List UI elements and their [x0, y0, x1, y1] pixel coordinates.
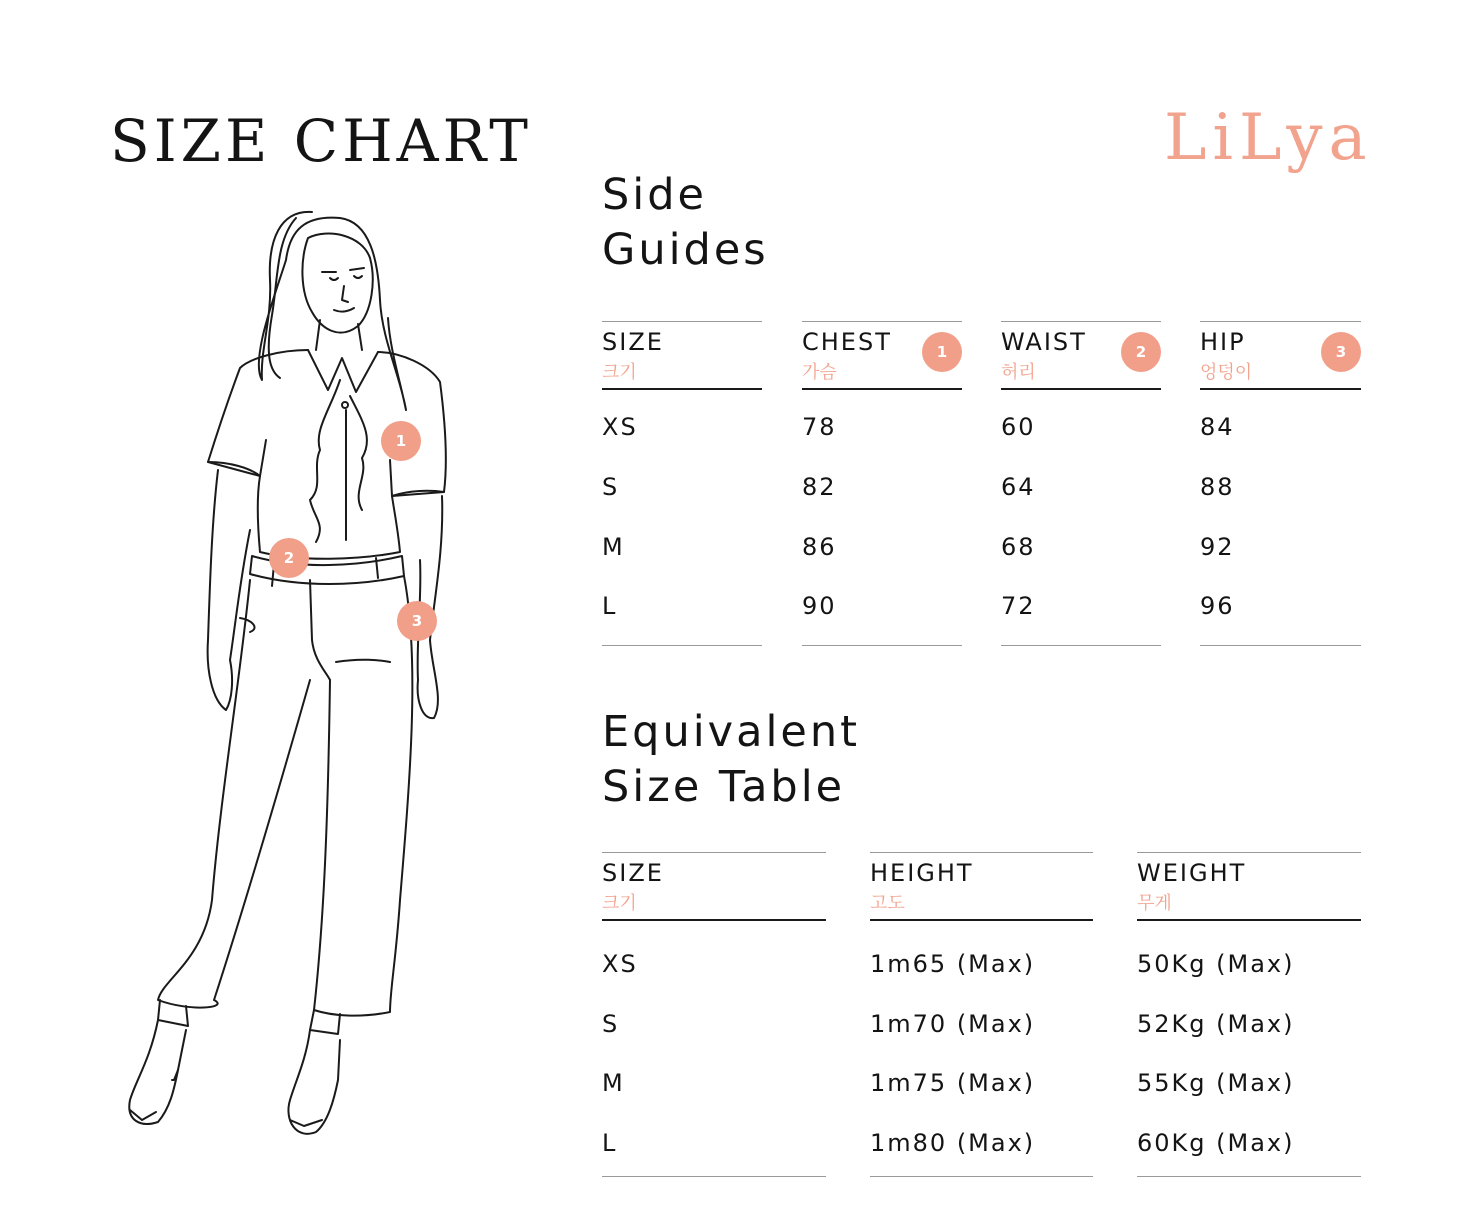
table-cell: M	[602, 1069, 625, 1097]
column-height	[870, 852, 1093, 1178]
table-bottom-rule	[1200, 645, 1361, 646]
header-label: HIP	[1200, 328, 1246, 356]
table-cell: 92	[1200, 533, 1235, 561]
column-header	[1001, 321, 1161, 390]
table-cell: XS	[602, 413, 638, 441]
column-size	[602, 852, 826, 1178]
header-label-korean: 크기	[602, 362, 637, 383]
table-cell: 1m80 (Max)	[870, 1129, 1036, 1157]
waist-marker-badge: 2	[1121, 332, 1161, 372]
table-cell: 55Kg (Max)	[1137, 1069, 1295, 1097]
table-bottom-rule	[602, 1176, 826, 1177]
header-label: WAIST	[1001, 328, 1087, 356]
table-cell: 64	[1001, 473, 1036, 501]
table-cell: S	[602, 473, 620, 501]
heading-line: Size Table	[602, 762, 846, 812]
table-cell: 88	[1200, 473, 1235, 501]
column-header	[602, 852, 826, 921]
model-illustration	[100, 200, 460, 1160]
heading-line: Equivalent	[602, 707, 860, 757]
table-cell: 68	[1001, 533, 1036, 561]
table-cell: 82	[802, 473, 837, 501]
table-cell: 78	[802, 413, 837, 441]
table-cell: 60	[1001, 413, 1036, 441]
header-label: HEIGHT	[870, 859, 974, 887]
table-cell: L	[602, 1129, 618, 1157]
column-header	[602, 321, 762, 390]
table-cell: 50Kg (Max)	[1137, 950, 1295, 978]
table-cell: XS	[602, 950, 638, 978]
column-size	[602, 321, 762, 647]
chest-marker-badge: 1	[922, 332, 962, 372]
header-label-korean: 허리	[1001, 362, 1036, 383]
table-cell: 1m65 (Max)	[870, 950, 1036, 978]
table-bottom-rule	[870, 1176, 1093, 1177]
header-label-korean: 무게	[1137, 893, 1172, 914]
table-cell: M	[602, 533, 625, 561]
side-guides-heading	[602, 168, 769, 278]
table-cell: 90	[802, 592, 837, 620]
table-bottom-rule	[802, 645, 962, 646]
column-header	[870, 852, 1093, 921]
column-header	[1200, 321, 1361, 390]
column-header	[1137, 852, 1361, 921]
column-header	[802, 321, 962, 390]
column-hip	[1200, 321, 1361, 647]
hip-marker-badge: 3	[1321, 332, 1361, 372]
table-bottom-rule	[1001, 645, 1161, 646]
header-label: SIZE	[602, 328, 664, 356]
heading-line: Side	[602, 170, 707, 220]
header-label: CHEST	[802, 328, 892, 356]
table-bottom-rule	[1137, 1176, 1361, 1177]
header-label-korean: 가슴	[802, 362, 837, 383]
table-cell: 52Kg (Max)	[1137, 1010, 1295, 1038]
marker-waist: 2	[269, 538, 309, 578]
column-weight	[1137, 852, 1361, 1178]
table-cell: S	[602, 1010, 620, 1038]
column-waist	[1001, 321, 1161, 647]
table-cell: 96	[1200, 592, 1235, 620]
header-label: SIZE	[602, 859, 664, 887]
table-cell: 1m75 (Max)	[870, 1069, 1036, 1097]
page-title: SIZE CHART	[110, 107, 532, 175]
table-cell: 72	[1001, 592, 1036, 620]
header-label: WEIGHT	[1137, 859, 1247, 887]
table-cell: 60Kg (Max)	[1137, 1129, 1295, 1157]
table-cell: 1m70 (Max)	[870, 1010, 1036, 1038]
header-label-korean: 크기	[602, 893, 637, 914]
heading-line: Guides	[602, 225, 769, 275]
marker-chest: 1	[381, 421, 421, 461]
table-cell: L	[602, 592, 618, 620]
column-chest	[802, 321, 962, 647]
equivalent-size-heading	[602, 705, 860, 815]
table-bottom-rule	[602, 645, 762, 646]
table-cell: 86	[802, 533, 837, 561]
table-cell: 84	[1200, 413, 1235, 441]
header-label-korean: 고도	[870, 893, 905, 914]
brand-logo: LiLya	[1164, 101, 1373, 175]
header-label-korean: 엉덩이	[1200, 362, 1253, 383]
marker-hip: 3	[397, 601, 437, 641]
